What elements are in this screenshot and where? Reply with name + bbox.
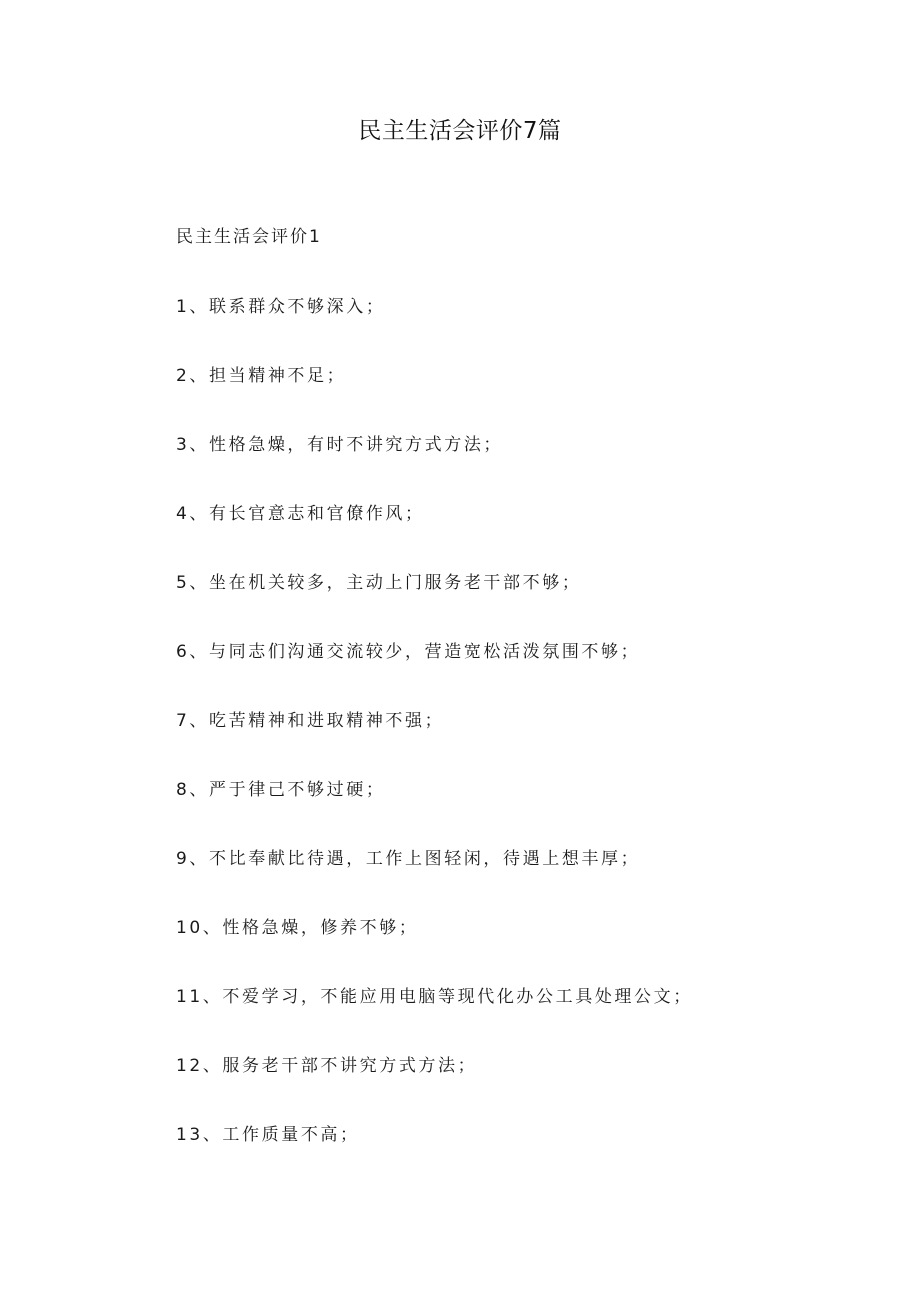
list-item: 10、性格急燥，修养不够； [176,918,419,938]
list-item: 12、服务老干部不讲究方式方法； [176,1056,478,1076]
list-item: 9、不比奉献比待遇，工作上图轻闲，待遇上想丰厚； [176,849,641,869]
list-item: 7、吃苦精神和进取精神不强； [176,711,445,731]
list-item: 3、性格急燥，有时不讲究方式方法； [176,435,504,455]
list-item: 4、有长官意志和官僚作风； [176,504,425,524]
section-heading: 民主生活会评价1 [176,227,322,247]
evaluation-list [176,293,693,1190]
list-item: 11、不爱学习，不能应用电脑等现代化办公工具处理公文； [176,987,693,1007]
list-item: 13、工作质量不高； [176,1125,360,1145]
list-item: 2、担当精神不足； [176,366,347,386]
list-item: 5、坐在机关较多，主动上门服务老干部不够； [176,573,582,593]
list-item: 8、严于律己不够过硬； [176,780,386,800]
list-item: 1、联系群众不够深入； [176,297,386,317]
document-title: 民主生活会评价7篇 [358,118,562,144]
list-item: 6、与同志们沟通交流较少，营造宽松活泼氛围不够； [176,642,641,662]
